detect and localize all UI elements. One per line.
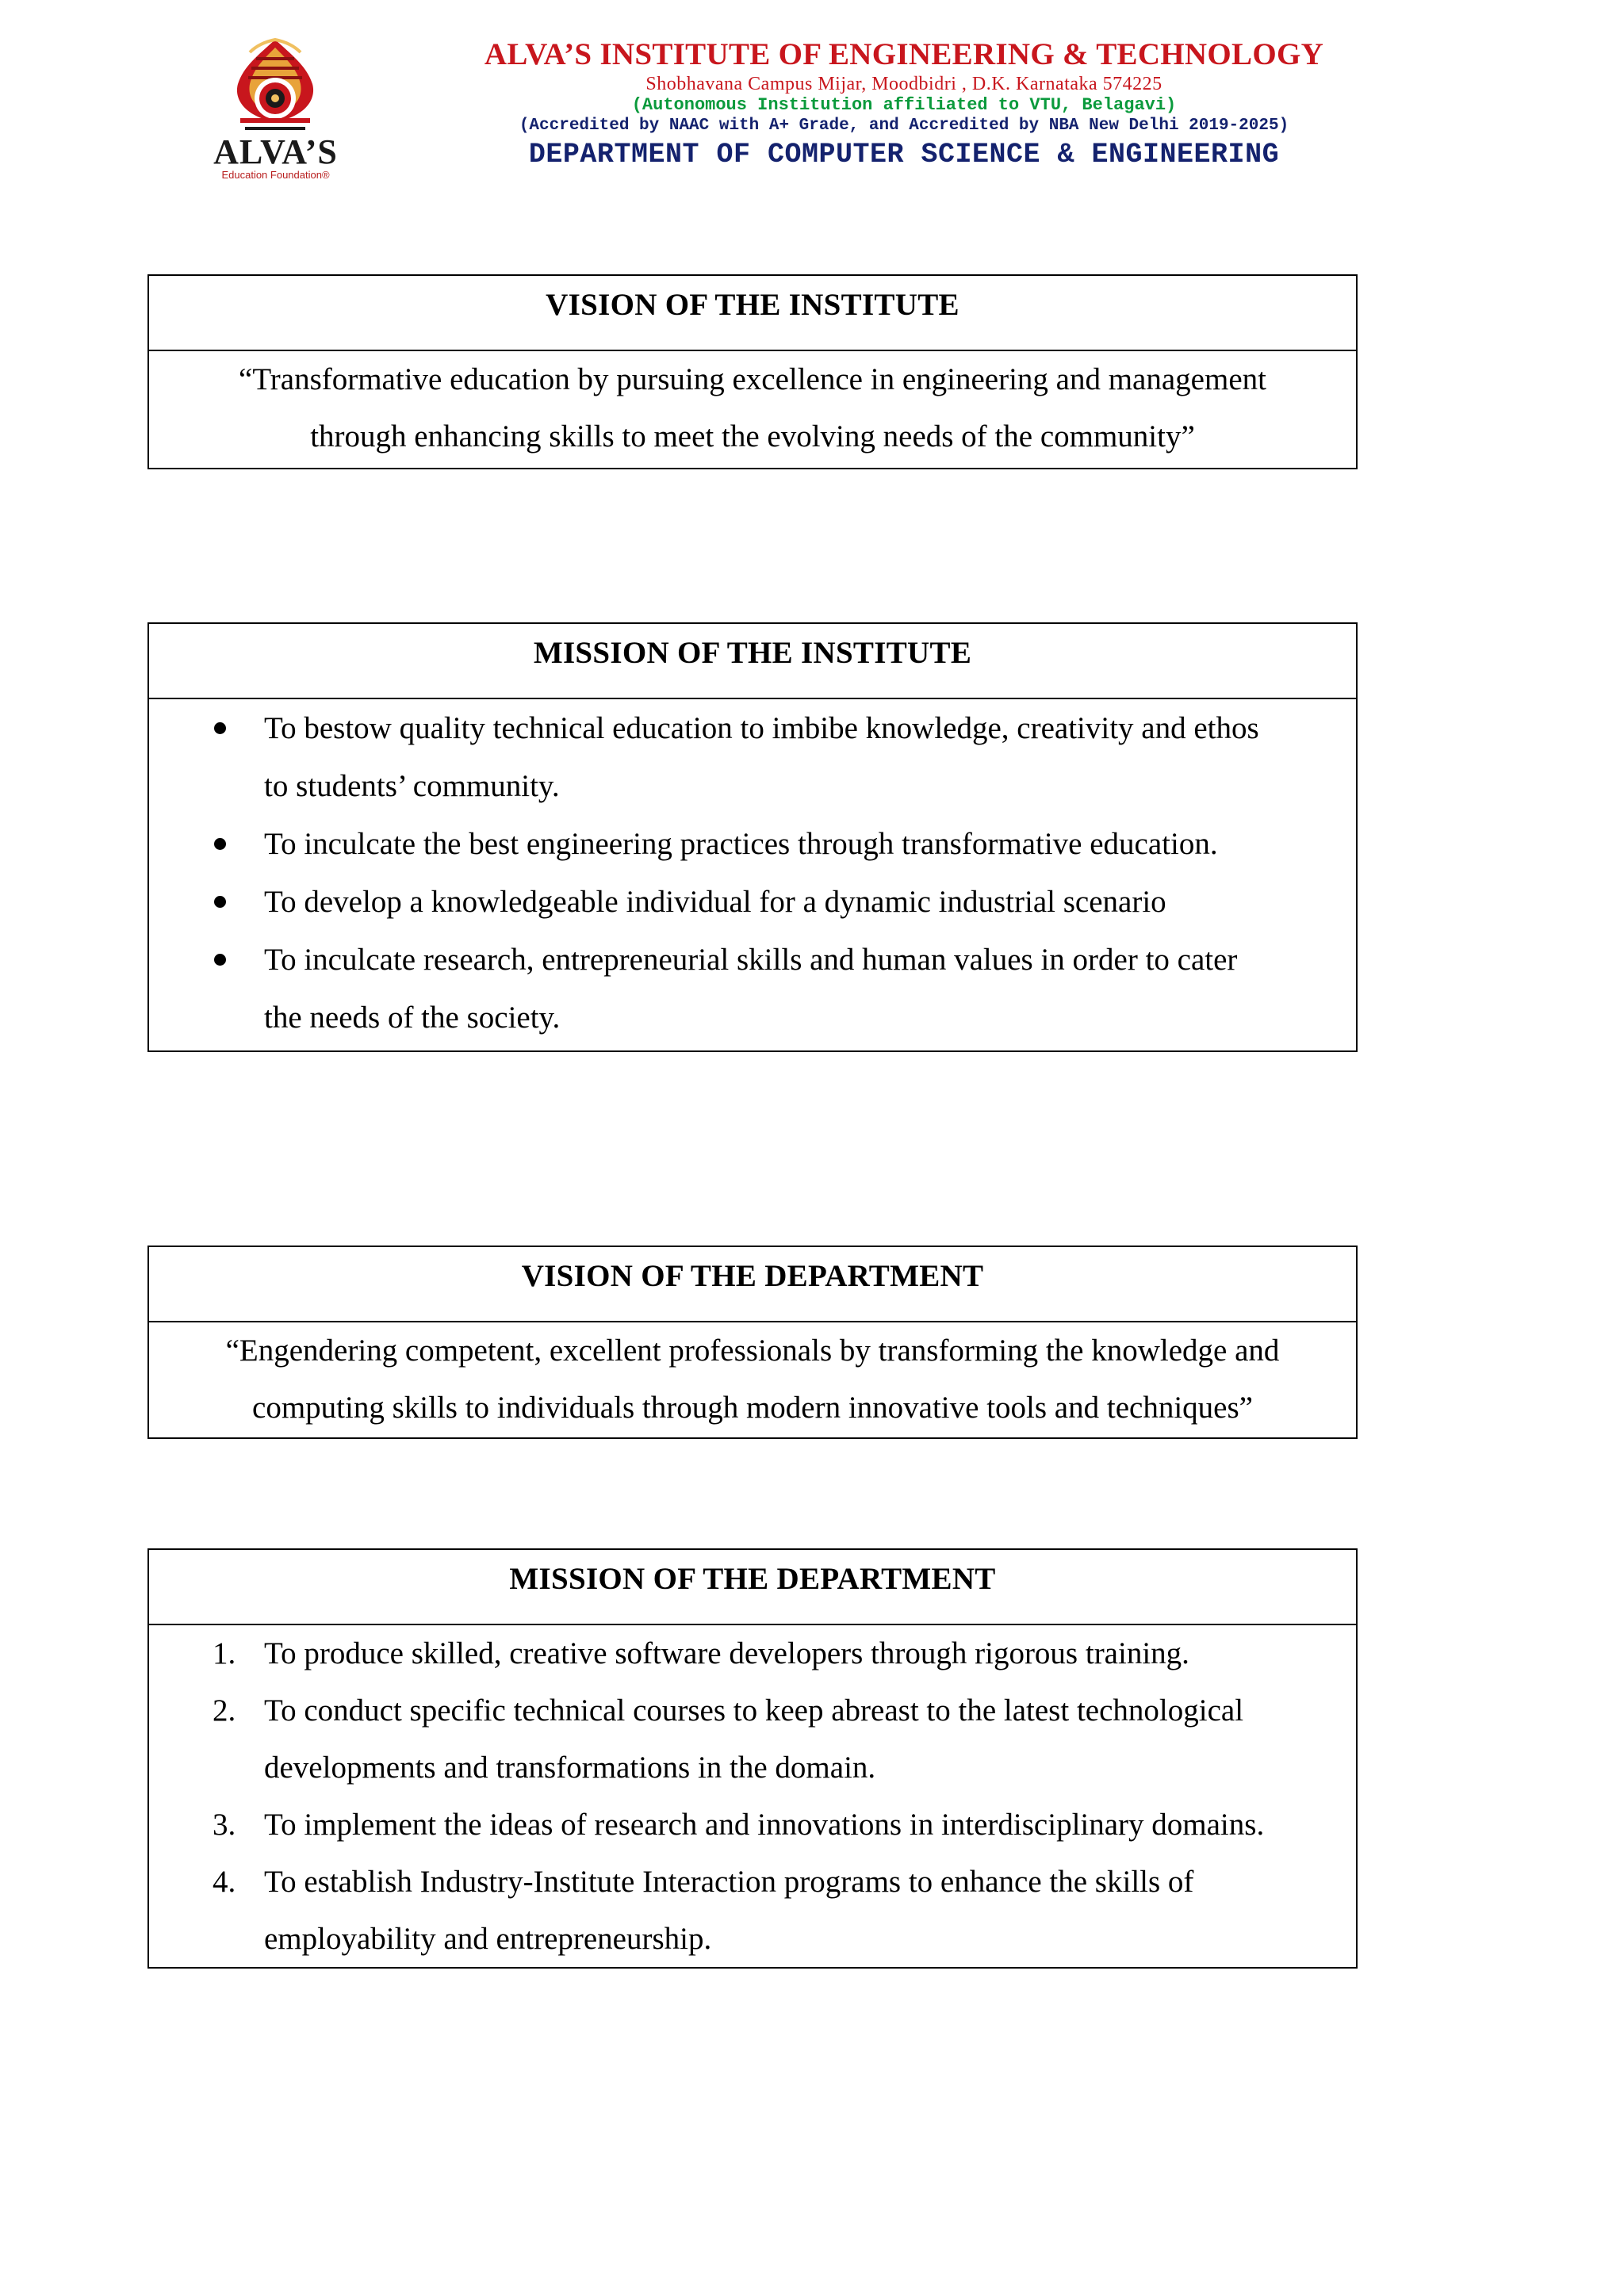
list-item [149,873,1356,931]
mission-institute-box [147,622,1358,1052]
vision-institute-line: “Transformative education by pursuing excellence in engineering and management [239,362,1266,396]
list-item [149,699,1356,815]
letterhead [0,0,1624,190]
list-item-number: 2. [213,1693,236,1728]
list-item-line: developments and transformations in the domain. [264,1751,876,1785]
list-item-line: To produce skilled, creative software developers through rigorous training. [264,1636,1189,1670]
bullet-icon [214,896,226,908]
institute-details [444,36,1364,173]
vision-institute-title: VISION OF THE INSTITUTE [149,276,1356,351]
mission-department-list [149,1625,1356,1968]
list-item-number: 1. [213,1636,236,1670]
list-item-line: To develop a knowledgeable individual for a dynamic industrial scenario [264,885,1166,919]
list-item-line: To inculcate research, entrepreneurial skills and human values in order to cater [264,943,1238,977]
bullet-icon [214,722,226,734]
vision-institute-box [147,274,1358,469]
list-item [149,1854,1356,1968]
vision-department-line: “Engendering competent, excellent professionals by transforming the knowledge and [225,1334,1280,1368]
alvas-logo [194,35,357,181]
list-item-line: employability and entrepreneurship. [264,1922,712,1956]
mission-institute-title: MISSION OF THE INSTITUTE [149,624,1356,699]
list-item-number: 4. [213,1865,236,1899]
vision-department-title: VISION OF THE DEPARTMENT [149,1247,1356,1322]
list-item [149,931,1356,1047]
list-item [149,1625,1356,1682]
list-item-line: the needs of the society. [264,1001,561,1035]
bullet-icon [214,838,226,850]
bullet-icon [214,954,226,966]
vision-department-text [149,1322,1356,1437]
autonomous-status: (Autonomous Institution affiliated to VTU, Belagavi) [631,95,1177,115]
list-item-line: To inculcate the best engineering practices through transformative education. [264,827,1218,861]
institute-name: ALVA’S INSTITUTE OF ENGINEERING & TECHNOLOGY [484,37,1324,71]
mission-department-title: MISSION OF THE DEPARTMENT [149,1550,1356,1625]
institute-address: Shobhavana Campus Mijar, Moodbidri , D.K. Karnataka 574225 [645,74,1162,94]
list-item-line: To conduct specific technical courses to keep abreast to the latest technological [264,1693,1244,1728]
vision-department-box [147,1246,1358,1439]
vision-institute-line: through enhancing skills to meet the evolving needs of the community” [310,419,1195,453]
vision-institute-text [149,351,1356,465]
list-item-line: To establish Industry-Institute Interaction programs to enhance the skills of [264,1865,1194,1899]
list-item [149,1682,1356,1797]
logo-tagline: Education Foundation® [221,169,330,181]
list-item-line: To implement the ideas of research and innovations in interdisciplinary domains. [264,1808,1265,1842]
list-item-line: to students’ community. [264,769,560,803]
mission-department-box [147,1548,1358,1969]
accreditation-line: (Accredited by NAAC with A+ Grade, and Accredited by NBA New Delhi 2019-2025) [519,117,1289,135]
mission-institute-list [149,699,1356,1047]
department-name: DEPARTMENT OF COMPUTER SCIENCE & ENGINEERING [528,139,1280,170]
vision-department-line: computing skills to individuals through modern innovative tools and techniques” [252,1391,1253,1425]
list-item [149,815,1356,873]
logo-wordmark: ALVA’S [213,132,338,171]
list-item [149,1797,1356,1854]
list-item-line: To bestow quality technical education to imbibe knowledge, creativity and ethos [264,711,1259,745]
alvas-emblem-icon [194,35,357,138]
list-item-number: 3. [213,1808,236,1842]
